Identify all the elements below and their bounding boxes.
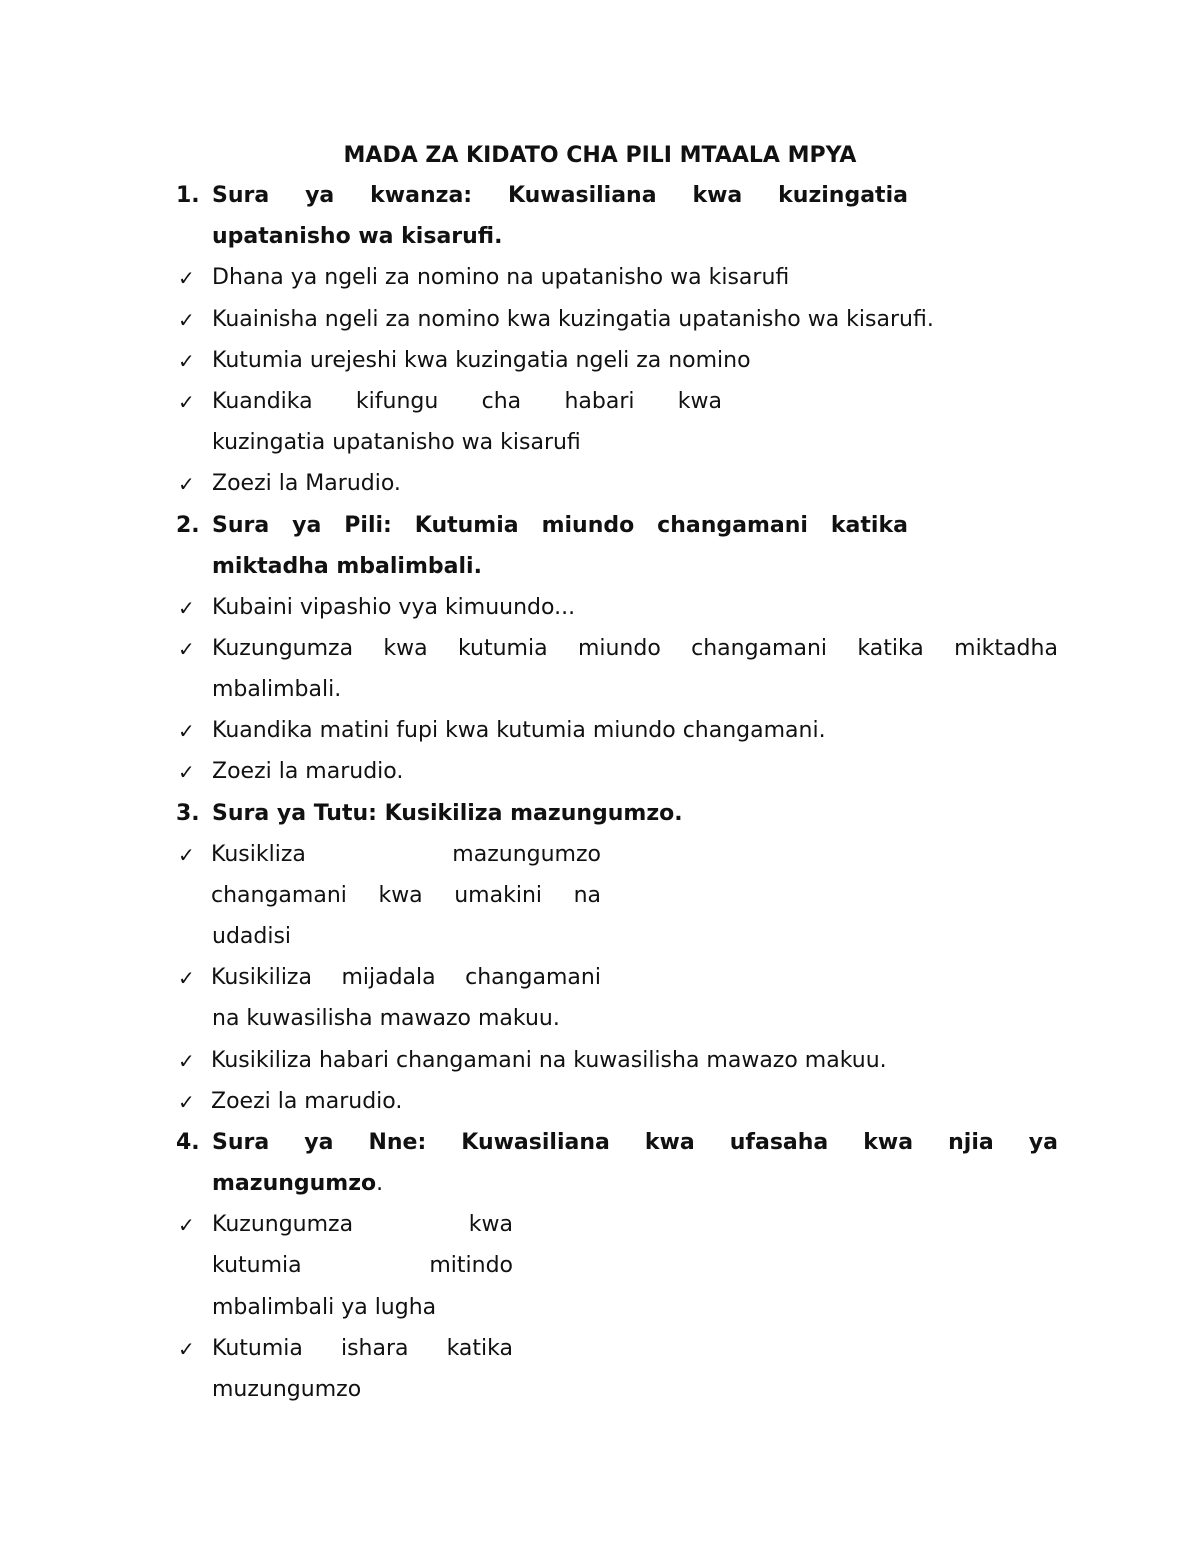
check-icon: ✓: [178, 719, 195, 743]
check-icon: ✓: [178, 760, 195, 784]
check-icon: ✓: [178, 1049, 195, 1073]
check-icon: ✓: [178, 349, 195, 373]
list-item-cont: mbalimbali ya lugha: [212, 1295, 437, 1320]
check-icon: ✓: [178, 1213, 195, 1237]
check-icon: ✓: [178, 308, 195, 332]
section-1-number: 1.: [176, 183, 200, 208]
check-icon: ✓: [178, 637, 195, 661]
list-item-cont: kuzingatia upatanisho wa kisarufi: [212, 430, 581, 455]
section-1-heading: Sura ya kwanza: Kuwasiliana kwa kuzingatia: [212, 183, 908, 208]
section-3-number: 3.: [176, 801, 200, 826]
check-icon: ✓: [178, 1090, 195, 1114]
list-item-cont: kutumia mitindo: [212, 1253, 513, 1278]
check-icon: ✓: [178, 596, 195, 620]
list-item: Kubaini vipashio vya kimuundo...: [212, 595, 576, 620]
check-icon: ✓: [178, 966, 195, 990]
list-item: Zoezi la marudio.: [211, 1089, 403, 1114]
section-2-heading-cont: miktadha mbalimbali.: [212, 554, 482, 579]
list-item: Kutumia urejeshi kwa kuzingatia ngeli za nomino: [212, 348, 751, 373]
list-item: Kutumia ishara katika: [212, 1336, 513, 1361]
list-item-cont: changamani kwa umakini na: [211, 883, 601, 908]
list-item-cont: muzungumzo: [212, 1377, 362, 1402]
list-item: Zoezi la marudio.: [212, 759, 404, 784]
list-item: Kusikiliza mijadala changamani: [211, 965, 601, 990]
list-item-cont: mbalimbali.: [212, 677, 342, 702]
list-item: Kuandika matini fupi kwa kutumia miundo changamani.: [212, 718, 826, 743]
list-item: Kuzungumza kwa: [212, 1212, 513, 1237]
list-item: Kuainisha ngeli za nomino kwa kuzingatia upatanisho wa kisarufi.: [212, 307, 934, 332]
section-4-number: 4.: [176, 1130, 200, 1155]
section-4-heading: Sura ya Nne: Kuwasiliana kwa ufasaha kwa njia ya: [212, 1130, 1058, 1155]
list-item: Kusikiliza habari changamani na kuwasilisha mawazo makuu.: [211, 1048, 887, 1073]
section-1-heading-cont: upatanisho wa kisarufi.: [212, 224, 503, 249]
section-3-heading: Sura ya Tutu: Kusikiliza mazungumzo.: [212, 801, 683, 826]
list-item: Kusikliza mazungumzo: [211, 842, 601, 867]
section-2-heading: Sura ya Pili: Kutumia miundo changamani katika: [212, 513, 908, 538]
list-item: Zoezi la Marudio.: [212, 471, 401, 496]
list-item: Kuzungumza kwa kutumia miundo changamani katika miktadha: [212, 636, 1058, 661]
list-item-cont: udadisi: [212, 924, 292, 949]
list-item: Kuandika kifungu cha habari kwa: [212, 389, 722, 414]
check-icon: ✓: [178, 843, 195, 867]
section-4-heading-cont: mazungumzo.: [212, 1171, 384, 1196]
section-2-number: 2.: [176, 513, 200, 538]
document-title: MADA ZA KIDATO CHA PILI MTAALA MPYA: [343, 143, 857, 168]
list-item-cont: na kuwasilisha mawazo makuu.: [212, 1006, 560, 1031]
check-icon: ✓: [178, 266, 195, 290]
check-icon: ✓: [178, 1337, 195, 1361]
check-icon: ✓: [178, 390, 195, 414]
list-item: Dhana ya ngeli za nomino na upatanisho wa kisarufi: [212, 265, 790, 290]
check-icon: ✓: [178, 472, 195, 496]
